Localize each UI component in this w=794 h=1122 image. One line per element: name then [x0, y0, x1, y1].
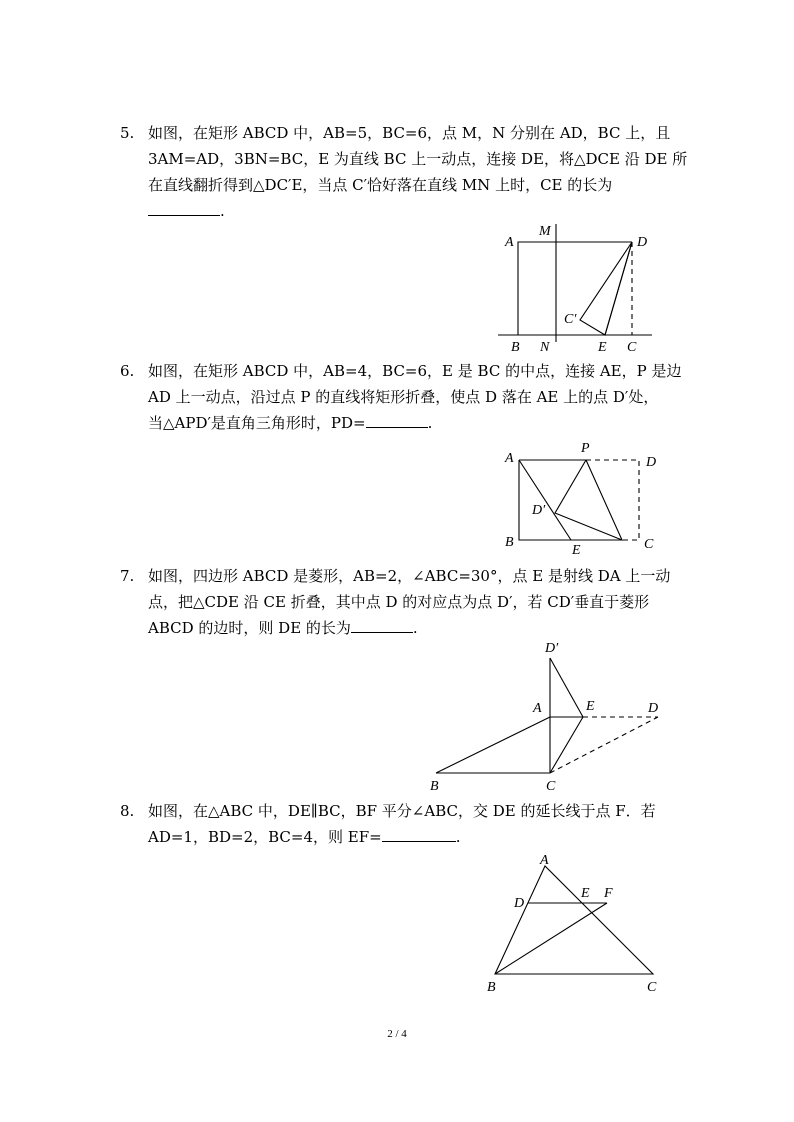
problem-number: 8.	[120, 802, 135, 820]
problem-text-line: AD=1，BD=2，BC=4，则 EF=	[148, 828, 382, 846]
label-A: A	[540, 853, 549, 868]
label-E: E	[581, 886, 590, 901]
page-number: 2 / 4	[387, 1028, 407, 1040]
label-A: A	[505, 451, 514, 466]
label-B: B	[511, 340, 520, 355]
answer-blank[interactable]	[366, 410, 428, 428]
label-A: A	[533, 701, 542, 716]
problem-6	[120, 358, 680, 436]
label-A: A	[505, 235, 514, 250]
figure-problem-5	[490, 220, 660, 360]
problem-text-line: 点，把△CDE 沿 CE 折叠，其中点 D 的对应点为点 D′，若 CD′垂直于菱形	[148, 593, 650, 611]
label-B: B	[505, 535, 514, 550]
answer-blank[interactable]	[148, 198, 220, 216]
label-M: M	[539, 224, 551, 239]
label-C-prime: C′	[564, 312, 577, 327]
problem-text-line: 如图，四边形 ABCD 是菱形，AB=2，∠ABC=30°，点 E 是射线 DA 上一动	[148, 567, 671, 585]
label-C: C	[647, 980, 657, 995]
label-F: F	[604, 886, 613, 901]
label-B: B	[430, 779, 439, 794]
problem-number: 7.	[120, 567, 135, 585]
answer-blank[interactable]	[382, 824, 456, 842]
label-D: D	[637, 235, 648, 250]
label-E: E	[586, 699, 595, 714]
problem-8	[120, 798, 680, 850]
problem-text-line: 3AM=AD，3BN=BC，E 为直线 BC 上一动点，连接 DE，将△DCE 沿 DE 所	[148, 150, 688, 168]
label-N: N	[540, 340, 550, 355]
figure-problem-6	[500, 440, 670, 560]
problem-5	[120, 120, 688, 224]
label-C: C	[546, 779, 556, 794]
label-E: E	[598, 340, 607, 355]
problem-text-line: ABCD 的边时，则 DE 的长为	[148, 619, 351, 637]
answer-period: .	[220, 202, 225, 220]
label-C: C	[627, 340, 637, 355]
label-D-prime: D′	[545, 641, 559, 656]
answer-period: .	[427, 414, 433, 432]
label-D: D	[646, 455, 657, 470]
label-B: B	[487, 980, 496, 995]
label-P: P	[581, 441, 590, 456]
problem-text-line: 在直线翻折得到△DC′E，当点 C′恰好落在直线 MN 上时，CE 的长为	[148, 176, 613, 194]
figure-problem-7	[420, 640, 680, 800]
problem-text-line: 如图，在△ABC 中，DE∥BC，BF 平分∠ABC，交 DE 的延长线于点 F．若	[148, 802, 656, 820]
problem-text-line: 如图，在矩形 ABCD 中，AB=5，BC=6，点 M，N 分别在 AD，BC 上，且	[148, 124, 671, 142]
figure-problem-8	[480, 848, 670, 998]
answer-period: .	[412, 619, 418, 637]
problem-number: 6.	[120, 362, 135, 380]
label-D-prime: D′	[532, 503, 546, 518]
answer-blank[interactable]	[351, 615, 413, 633]
problem-7	[120, 563, 680, 641]
problem-text-line: AD 上一动点，沿过点 P 的直线将矩形折叠，使点 D 落在 AE 上的点 D′处，	[148, 388, 659, 406]
problem-number: 5.	[120, 124, 135, 142]
label-D: D	[648, 701, 659, 716]
label-D: D	[514, 896, 525, 911]
problem-text-line: 当△APD′是直角三角形时，PD=	[148, 414, 366, 432]
label-C: C	[644, 537, 654, 552]
label-E: E	[572, 543, 581, 558]
problem-text-line: 如图，在矩形 ABCD 中，AB=4，BC=6，E 是 BC 的中点，连接 AE，P 是边	[148, 362, 682, 380]
answer-period: .	[455, 828, 461, 846]
